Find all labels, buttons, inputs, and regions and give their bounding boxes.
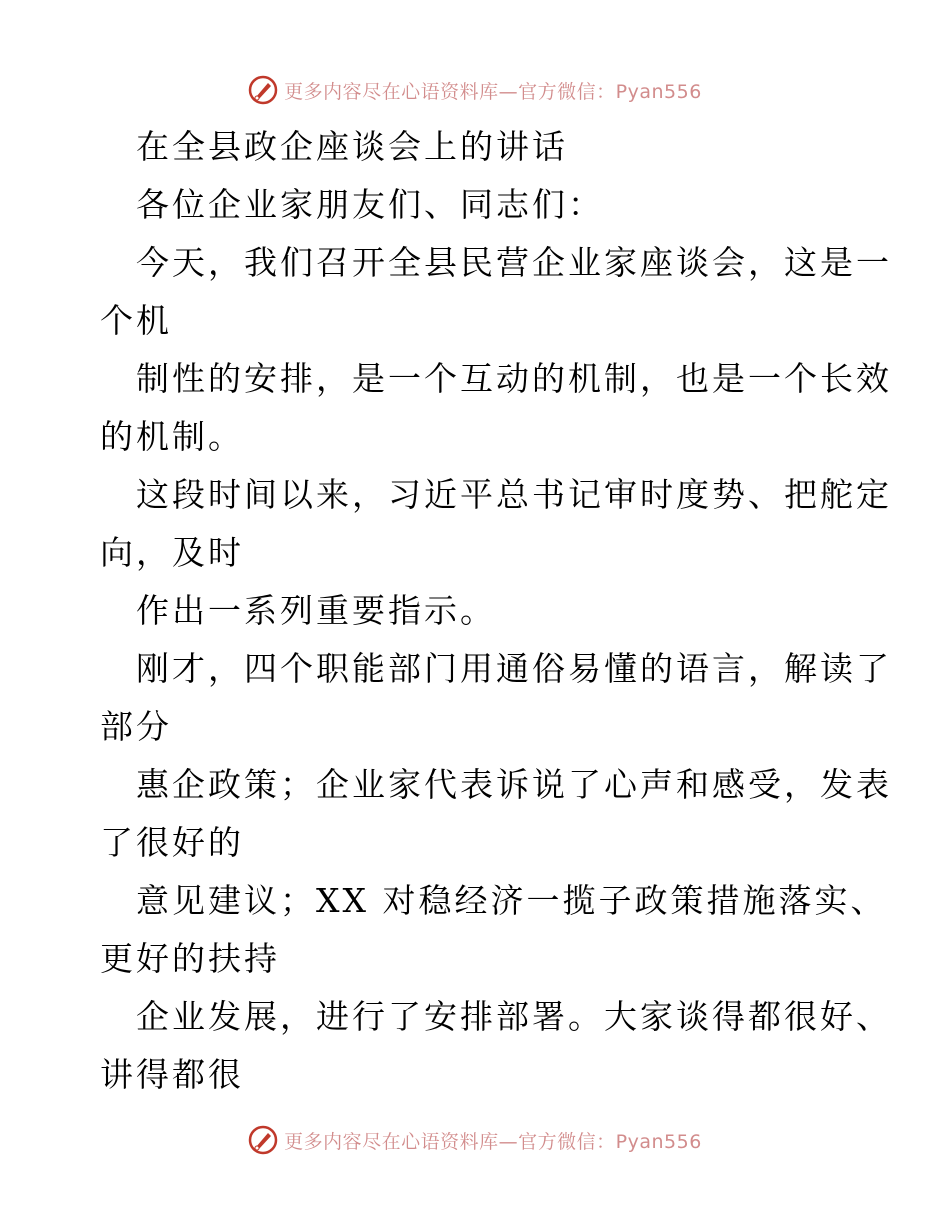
text-line: 向，及时 xyxy=(100,533,244,572)
text-line: 今天，我们召开全县民营企业家座谈会，这是一 xyxy=(136,243,892,282)
text-line: 了很好的 xyxy=(100,823,244,862)
pen-logo-icon xyxy=(248,75,278,105)
text-line: 刚才，四个职能部门用通俗易懂的语言，解读了 xyxy=(136,649,892,688)
pen-logo-icon xyxy=(248,1125,278,1155)
text-line: 的机制。 xyxy=(100,417,244,456)
text-line: 惠企政策；企业家代表诉说了心声和感受，发表 xyxy=(136,765,892,804)
text-line: 在全县政企座谈会上的讲话 xyxy=(136,127,568,166)
text-line: 作出一系列重要指示。 xyxy=(136,591,496,630)
text-line: 制性的安排，是一个互动的机制，也是一个长效 xyxy=(136,359,892,398)
text-line: 个机 xyxy=(100,301,172,340)
text-line: 企业发展，进行了安排部署。大家谈得都很好、 xyxy=(136,997,892,1036)
watermark-text: 更多内容尽在心语资料库—官方微信：Pyan556 xyxy=(284,1130,702,1153)
text-line: 各位企业家朋友们、同志们： xyxy=(136,185,604,224)
text-line: 这段时间以来，习近平总书记审时度势、把舵定 xyxy=(136,475,892,514)
watermark-text: 更多内容尽在心语资料库—官方微信：Pyan556 xyxy=(284,80,702,103)
text-line: 意见建议；XX 对稳经济一揽子政策措施落实、 xyxy=(136,881,887,920)
text-line: 更好的扶持 xyxy=(100,939,280,978)
header-watermark xyxy=(0,70,950,110)
text-line: 部分 xyxy=(100,707,172,746)
text-line: 讲得都很 xyxy=(100,1055,244,1094)
footer-watermark xyxy=(0,1120,950,1160)
document-body xyxy=(100,123,892,1109)
